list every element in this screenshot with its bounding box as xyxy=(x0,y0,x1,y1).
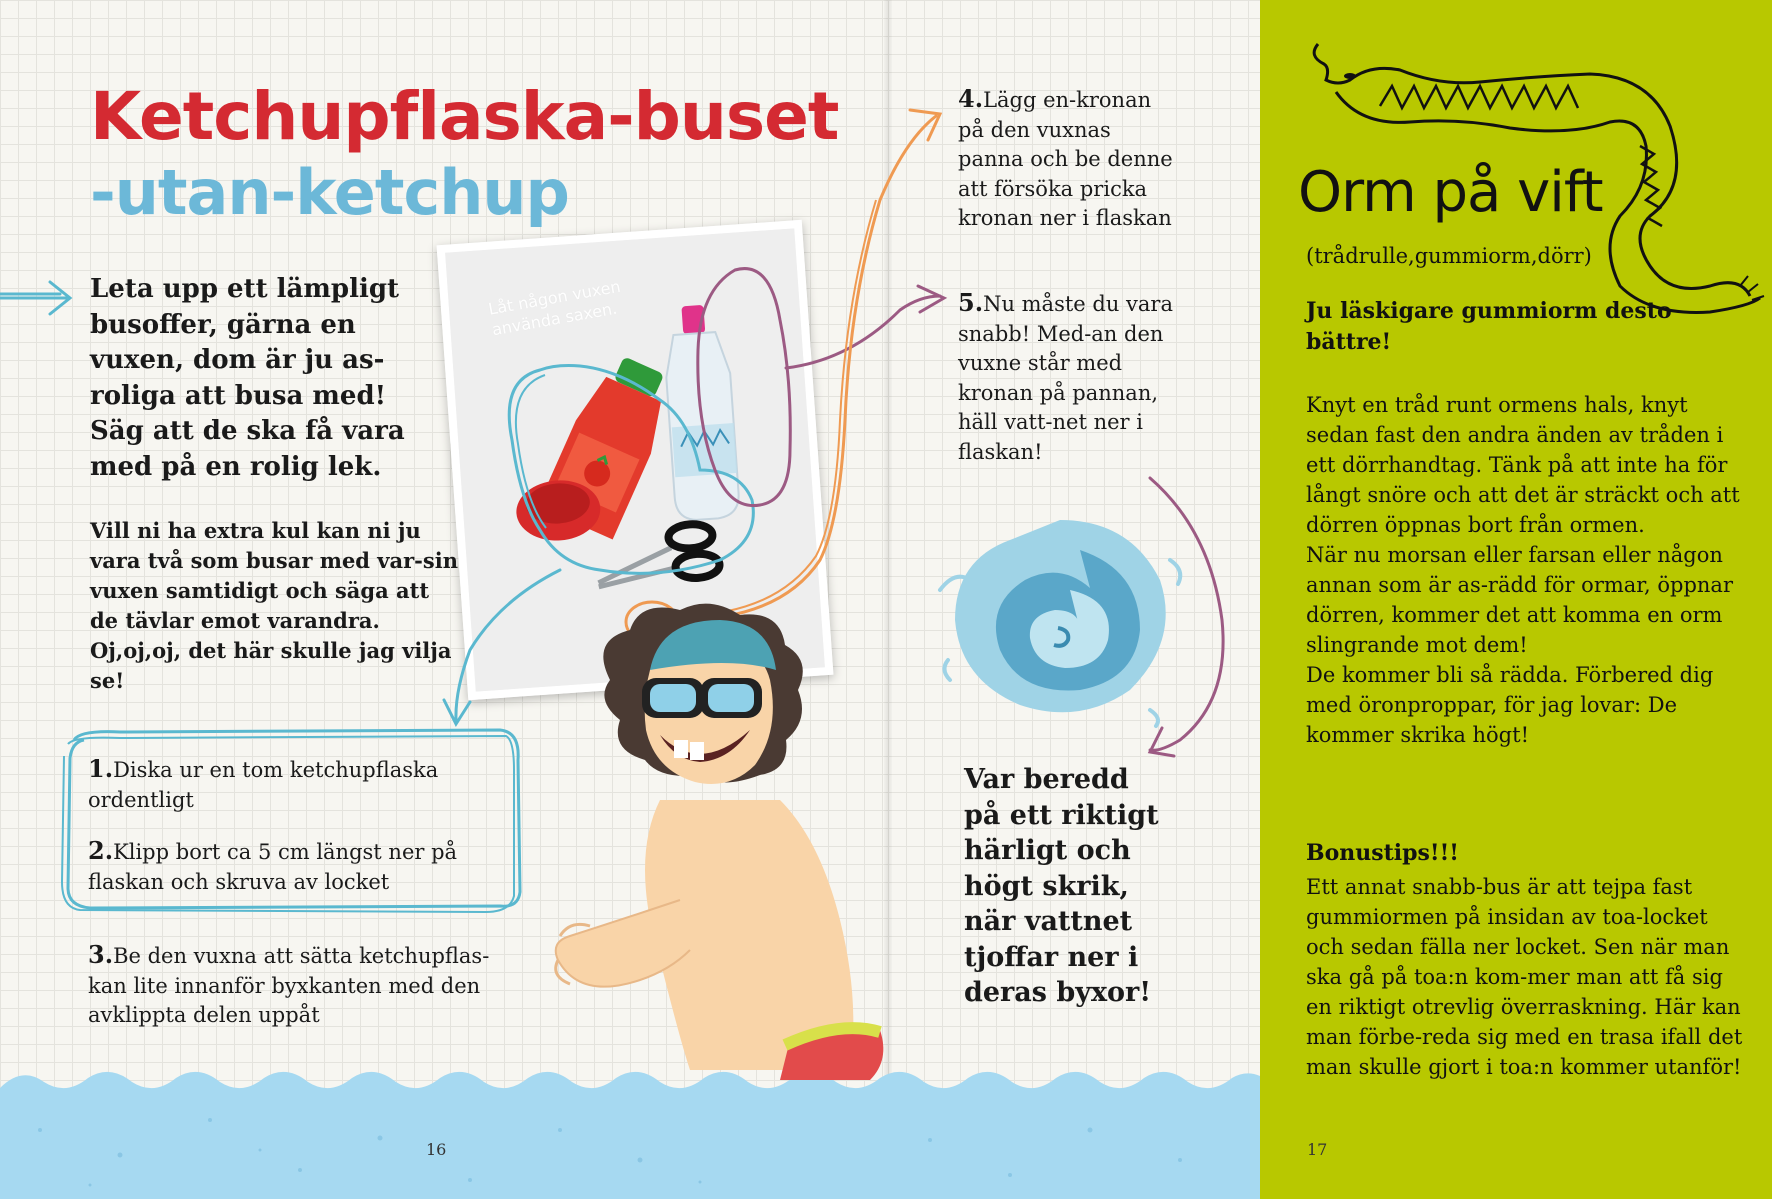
right-page-title: Orm på vift xyxy=(1298,160,1603,225)
bonus-text: Ett annat snabb-bus är att tejpa fast gummiormen på insidan av toa-locket och sedan fälla ner locket. Sen när man ska gå på toa:n kom-mer man att få sig en riktigt otrevlig överraskning. Här kan man förbe-reda sig med en trasa ifall det man skulle gjort i toa:n kommer utanför! xyxy=(1306,875,1743,1079)
blue-arrow-left-icon xyxy=(0,282,70,314)
step-number: 5. xyxy=(958,288,984,317)
right-page-subtitle: (trådrulle,gummiorm,dörr) xyxy=(1306,244,1592,268)
extra-text: Vill ni ha extra kul kan ni ju vara två som busar med var-sin vuxen samtidigt och säga att de tävlar emot varandra. Oj,oj,oj, det här skulle jag vilja se! xyxy=(90,518,458,693)
step-2 xyxy=(88,836,508,897)
photo-caption: Låt någon vuxen använda saxen. xyxy=(486,276,622,340)
step-text: Klipp bort ca 5 cm längst ner på flaskan och skruva av locket xyxy=(88,840,458,894)
step-text: Diska ur en tom ketchupflaska ordentligt xyxy=(88,758,439,812)
step-5 xyxy=(958,288,1178,467)
bonus-title: Bonustips!!! xyxy=(1306,840,1459,866)
step-1 xyxy=(88,754,508,815)
body-paragraph: När nu morsan eller farsan eller någon annan som är as-rädd för ormar, öppnar dörren, kommer det att komma en orm slingrande mot dem! xyxy=(1306,543,1733,657)
step-number: 3. xyxy=(88,940,114,969)
step-4 xyxy=(958,84,1178,234)
page-number-right: 17 xyxy=(1307,1140,1328,1159)
step-text: Lägg en-kronan på den vuxnas panna och be denne att försöka pricka kronan ner i flaskan xyxy=(958,88,1173,230)
warning-text: Var beredd på ett riktigt härligt och högt skrik, när vattnet tjoffar ner i deras byxor! xyxy=(964,764,1159,1008)
right-page-body xyxy=(1306,390,1746,750)
cartoon-kid-illustration xyxy=(550,600,890,1100)
body-paragraph: Knyt en tråd runt ormens hals, knyt sedan fast den andra änden av tråden i ett dörrhandtag. Tänk på att inte ha för långt snöre och att det är sträckt och att dörren öppnas bort från ormen. xyxy=(1306,393,1740,537)
step-text: Nu måste du vara snabb! Med-an den vuxne står med kronan på pannan, häll vatt-net ner i flaskan! xyxy=(958,292,1173,464)
body-paragraph: De kommer bli så rädda. Förbered dig med öronproppar, för jag lovar: De kommer skrika högt! xyxy=(1306,663,1714,747)
intro-text: Leta upp ett lämpligt busoffer, gärna en vuxen, dom är ju as-roliga att busa med! Säg att de ska få vara med på en rolig lek. xyxy=(90,274,405,482)
step-3 xyxy=(88,940,518,1031)
page-number-left: 16 xyxy=(426,1140,447,1159)
water-swirl-illustration xyxy=(930,500,1190,730)
step-text: Be den vuxna att sätta ketchupflas-kan lite innanför byxkanten med den avklippta delen uppåt xyxy=(88,944,490,1027)
right-page-headline: Ju läskigare gummiorm desto bättre! xyxy=(1306,298,1672,355)
step-number: 1. xyxy=(88,754,114,783)
step-number: 2. xyxy=(88,836,114,865)
step-number: 4. xyxy=(958,84,984,113)
page-title-line1: Ketchupflaska-buset xyxy=(90,78,839,155)
page-title-line2: -utan-ketchup xyxy=(90,156,569,229)
